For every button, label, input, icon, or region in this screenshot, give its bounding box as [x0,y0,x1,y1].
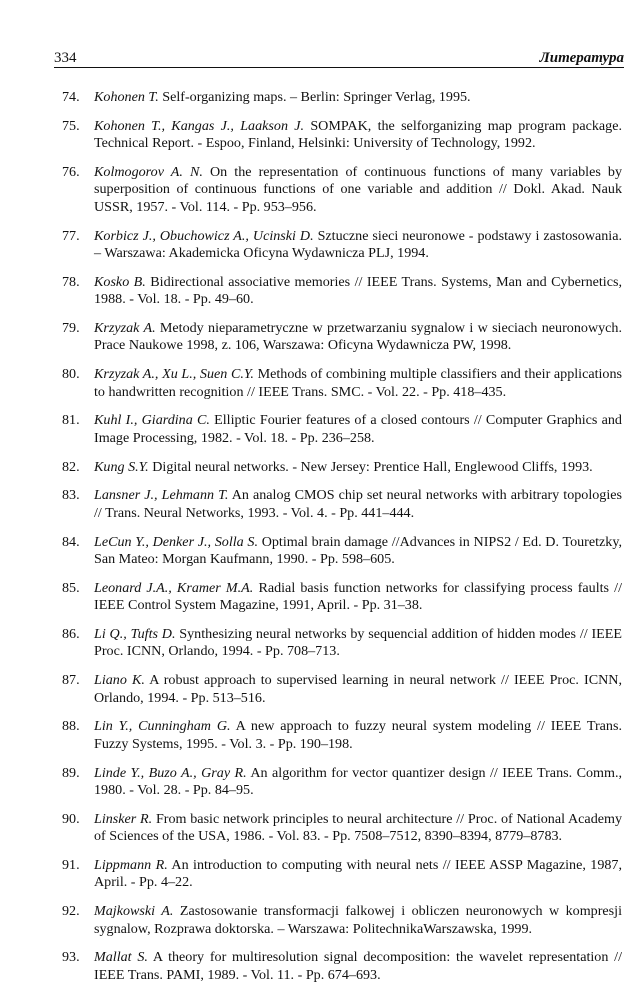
reference-number: 76. [62,164,80,180]
reference-authors: Korbicz J., Obuchowicz A., Ucinski D. [94,227,314,244]
reference-authors: Lin Y., Cunningham G. [94,718,231,735]
reference-item [62,580,622,615]
reference-item [62,672,622,707]
reference-text: From basic network principles to neural architecture // Proc. of National Academy of Sciences of the USA, 1986. - Vol. 83. - Pp. 7508–7512, 8390–8394, 8779–8783. [94,810,623,845]
reference-number: 79. [62,320,80,337]
reference-text: Elliptic Fourier features of a closed contours // Computer Graphics and Image Processing, 1982. - Vol. 18. - Pp. 236–258. [94,412,622,446]
reference-text: Methods of combining multiple classifiers and their applications to handwritten recognition // IEEE Trans. SMC. - Vol. 22. - Pp. 418–435. [94,366,622,400]
reference-number: 81. [62,412,80,429]
reference-item [62,164,622,216]
reference-authors: Kosko B. [94,273,146,290]
reference-text: On the representation of continuous functions of many variables by superposition of continuous functions of one variable and addition // Dokl. Akad. Nauk USSR, 1957. - Vol. 114. - Pp. 953–956. [94,164,622,215]
reference-number: 87. [62,672,80,689]
reference-item [62,534,622,569]
reference-number: 77. [62,227,80,244]
reference-text: Digital neural networks. - New Jersey: Prentice Hall, Englewood Cliffs, 1993. [148,458,593,475]
reference-text: SOMPAK, the selforganizing map program package. Technical Report. - Espoo, Finland, Helsinki: University of Technology, 1992. [94,117,622,152]
reference-authors: Majkowski A. [94,903,174,920]
reference-item [62,857,622,892]
reference-number: 74. [62,89,80,105]
reference-authors: Mallat S. [94,949,148,966]
reference-text: Sztuczne sieci neuronowe - podstawy i zastosowania. – Warszawa: Akademicka Oficyna Wydawnicza PLJ, 1994. [94,227,622,262]
reference-authors: Kohonen T. [94,89,159,105]
reference-item [62,487,622,522]
reference-item [62,228,622,263]
reference-item [62,118,622,153]
reference-number: 83. [62,487,80,504]
reference-item [62,412,622,447]
reference-item [62,949,622,984]
reference-item [62,274,622,309]
reference-number: 85. [62,579,80,596]
reference-item [62,903,622,938]
reference-number: 80. [62,366,80,383]
reference-text: A theory for multiresolution signal decomposition: the wavelet representation // IEEE Trans. PAMI, 1989. - Vol. 11. - Pp. 674–693. [94,949,622,983]
page-header [54,46,624,68]
reference-text: Synthesizing neural networks by sequencial addition of hidden modes // IEEE Proc. ICNN, Orlando, 1994. - Pp. 708–713. [94,626,622,660]
reference-text: A new approach to fuzzy neural system modeling // IEEE Trans. Fuzzy Systems, 1995. - Vol. 3. - Pp. 190–198. [94,718,622,752]
reference-text: Zastosowanie transformacji falkowej i obliczen neuronowych w kompresji sygnalow, Rozprawa doktorska. – Warszawa: PolitechnikaWarszawska, 1999. [94,903,622,937]
reference-text: An algorithm for vector quantizer design // IEEE Trans. Comm., 1980. - Vol. 28. - Pp. 84–95. [94,764,622,799]
header-rule [54,67,624,68]
reference-text: Metody nieparametryczne w przetwarzaniu sygnalow i w sieciach neuronowych. Prace Naukowe 1998, z. 106, Warszawa: Oficyna Wydawnicza PW, 1998. [94,320,622,354]
page-number: 334 [54,50,77,66]
reference-authors: Kolmogorov A. N. [94,164,203,180]
reference-authors: Lippmann R. [94,857,168,874]
reference-item [62,366,622,401]
reference-text: A robust approach to supervised learning in neural network // IEEE Proc. ICNN, Orlando, 1994. - Pp. 513–516. [94,672,622,706]
reference-authors: Lansner J., Lehmann T. [94,487,229,504]
reference-item [62,811,622,846]
reference-text: An introduction to computing with neural nets // IEEE ASSP Magazine, 1987, April. - Pp. 4–22. [94,857,622,891]
reference-item [62,320,622,355]
reference-authors: Liano K. [94,672,145,689]
reference-item [62,459,622,476]
running-title: Литература [539,50,624,66]
reference-authors: Kohonen T., Kangas J., Laakson J. [94,117,305,134]
reference-item [62,89,622,106]
reference-number: 75. [62,117,80,134]
reference-number: 91. [62,857,80,874]
reference-authors: Kung S.Y. [94,458,149,475]
reference-authors: Kuhl I., Giardina C. [94,412,210,429]
reference-authors: Linsker R. [94,810,153,827]
reference-text: Optimal brain damage //Advances in NIPS2 / Ed. D. Touretzky, San Mateo: Morgan Kaufmann, 1990. - Pp. 598–605. [94,533,622,568]
reference-number: 89. [62,764,80,781]
reference-text: Radial basis function networks for classifying process faults // IEEE Control System Magazine, 1991, April. - Pp. 31–38. [94,579,622,614]
reference-number: 86. [62,626,80,643]
reference-number: 90. [62,810,80,827]
reference-number: 84. [62,533,80,550]
reference-number: 78. [62,273,80,290]
reference-authors: Li Q., Tufts D. [94,626,176,643]
reference-list [62,89,622,996]
reference-item [62,718,622,753]
reference-authors: Leonard J.A., Kramer M.A. [94,579,254,596]
reference-text: Bidirectional associative memories // IEEE Trans. Systems, Man and Cybernetics, 1988. - Vol. 18. - Pp. 49–60. [94,273,622,308]
reference-authors: Krzyzak A. [94,320,156,337]
reference-number: 88. [62,718,80,735]
reference-number: 82. [62,458,80,475]
reference-item [62,626,622,661]
reference-authors: Linde Y., Buzo A., Gray R. [94,764,247,781]
reference-authors: LeCun Y., Denker J., Solla S. [94,533,258,550]
reference-authors: Krzyzak A., Xu L., Suen C.Y. [94,366,254,383]
reference-item [62,765,622,800]
reference-text: Self-organizing maps. – Berlin: Springer Verlag, 1995. [158,89,471,105]
reference-number: 93. [62,949,80,966]
reference-text: An analog CMOS chip set neural networks with arbitrary topologies // Trans. Neural Networks, 1993. - Vol. 4. - Pp. 441–444. [94,487,622,521]
reference-number: 92. [62,903,80,920]
